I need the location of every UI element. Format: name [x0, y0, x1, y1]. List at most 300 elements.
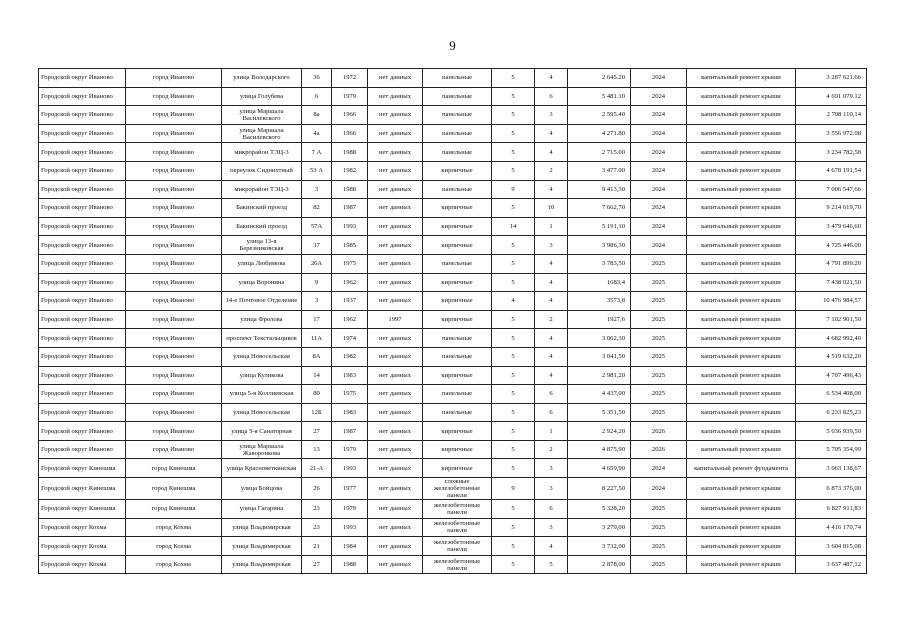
table-row — [39, 500, 867, 519]
cell-house-number: 82 — [302, 199, 332, 218]
cell-plan-year: 2025 — [631, 403, 687, 422]
cell-municipality: Городской округ Иваново — [39, 161, 126, 180]
cell-house-number: 36 — [302, 69, 332, 88]
cell-wall-material: панельные — [423, 106, 492, 125]
cell-build-year: 1966 — [332, 106, 368, 125]
cell-cost: 5 705 354,99 — [796, 440, 867, 459]
cell-floors: 5 — [492, 555, 535, 574]
cell-overhaul-year: нет данных — [368, 329, 423, 348]
cell-house-number: 21-А — [302, 459, 332, 478]
cell-entrances: 4 — [535, 366, 568, 385]
cell-entrances: 4 — [535, 273, 568, 292]
cell-build-year: 1974 — [332, 329, 368, 348]
cell-house-number: 27 — [302, 555, 332, 574]
table-row — [39, 273, 867, 292]
cell-house-number: 37 — [302, 236, 332, 255]
cell-wall-material: панельные — [423, 180, 492, 199]
cell-floors: 5 — [492, 518, 535, 537]
cell-house-number: 57А — [302, 217, 332, 236]
cell-plan-year: 2024 — [631, 124, 687, 143]
cell-municipality: Городской округ Иваново — [39, 217, 126, 236]
cell-settlement: город Иваново — [126, 347, 222, 366]
cell-plan-year: 2025 — [631, 254, 687, 273]
table-row — [39, 87, 867, 106]
cell-build-year: 1993 — [332, 518, 368, 537]
cell-build-year: 1983 — [332, 366, 368, 385]
cell-overhaul-year: нет данных — [368, 217, 423, 236]
cell-settlement: город Иваново — [126, 199, 222, 218]
cell-street: улица Володарского — [222, 69, 302, 88]
cell-floors: 9 — [492, 478, 535, 500]
cell-build-year: 1975 — [332, 254, 368, 273]
cell-overhaul-year: нет данных — [368, 161, 423, 180]
cell-overhaul-year: нет данных — [368, 537, 423, 556]
cell-settlement: город Кинешма — [126, 478, 222, 500]
table-row — [39, 199, 867, 218]
cell-settlement: город Иваново — [126, 422, 222, 441]
cell-build-year: 1984 — [332, 537, 368, 556]
cell-overhaul-year: нет данных — [368, 199, 423, 218]
cell-entrances: 4 — [535, 69, 568, 88]
cell-floors: 5 — [492, 500, 535, 519]
cell-municipality: Городской округ Кинешма — [39, 459, 126, 478]
cell-entrances: 3 — [535, 459, 568, 478]
cell-cost: 4 691 079.12 — [796, 87, 867, 106]
cell-floors: 5 — [492, 199, 535, 218]
cell-plan-year: 2024 — [631, 106, 687, 125]
cell-municipality: Городской округ Кинешма — [39, 478, 126, 500]
cell-municipality: Городской округ Иваново — [39, 385, 126, 404]
cell-overhaul-year: нет данных — [368, 236, 423, 255]
cell-entrances: 4 — [535, 180, 568, 199]
cell-floors: 5 — [492, 329, 535, 348]
cell-municipality: Городской округ Иваново — [39, 143, 126, 162]
cell-area: 4 271.80 — [568, 124, 631, 143]
cell-floors: 5 — [492, 254, 535, 273]
cell-wall-material: панельные — [423, 347, 492, 366]
cell-work-type: капитальный ремонт крыши — [687, 366, 796, 385]
cell-settlement: город Иваново — [126, 161, 222, 180]
table-row — [39, 180, 867, 199]
cell-settlement: город Иваново — [126, 385, 222, 404]
cell-cost: 7 438 021,50 — [796, 273, 867, 292]
cell-street: улица Воронина — [222, 273, 302, 292]
table-row — [39, 385, 867, 404]
cell-settlement: город Иваново — [126, 273, 222, 292]
cell-floors: 5 — [492, 385, 535, 404]
table-row — [39, 69, 867, 88]
cell-street: Бакинский проезд — [222, 217, 302, 236]
cell-work-type: капитальный ремонт крыши — [687, 329, 796, 348]
cell-settlement: город Иваново — [126, 106, 222, 125]
cell-floors: 5 — [492, 273, 535, 292]
cell-plan-year: 2025 — [631, 537, 687, 556]
cell-plan-year: 2024 — [631, 478, 687, 500]
cell-area: 5 191,10 — [568, 217, 631, 236]
table-row — [39, 310, 867, 329]
cell-cost: 3 063 138,67 — [796, 459, 867, 478]
cell-municipality: Городской округ Кохма — [39, 518, 126, 537]
cell-wall-material: панельные — [423, 143, 492, 162]
cell-area: 5 481.10 — [568, 87, 631, 106]
cell-area: 3 279,00 — [568, 518, 631, 537]
cell-floors: 5 — [492, 124, 535, 143]
cell-settlement: город Иваново — [126, 69, 222, 88]
table-row — [39, 366, 867, 385]
cell-municipality: Городской округ Иваново — [39, 292, 126, 311]
cell-area: 1683,4 — [568, 273, 631, 292]
table-row — [39, 143, 867, 162]
cell-work-type: капитальный ремонт крыши — [687, 537, 796, 556]
cell-street: улица Голубева — [222, 87, 302, 106]
cell-plan-year: 2025 — [631, 518, 687, 537]
cell-floors: 4 — [492, 292, 535, 311]
cell-floors: 5 — [492, 366, 535, 385]
cell-floors: 5 — [492, 87, 535, 106]
cell-area: 3 477.00 — [568, 161, 631, 180]
cell-area: 2 981,20 — [568, 366, 631, 385]
cell-municipality: Городской округ Иваново — [39, 180, 126, 199]
cell-plan-year: 2024 — [631, 236, 687, 255]
cell-overhaul-year: нет данных — [368, 385, 423, 404]
cell-plan-year: 2024 — [631, 69, 687, 88]
cell-house-number: 6 — [302, 87, 332, 106]
cell-build-year: 1987 — [332, 422, 368, 441]
cell-overhaul-year: нет данных — [368, 254, 423, 273]
cell-wall-material: железобетонные панели — [423, 537, 492, 556]
cell-plan-year: 2025 — [631, 385, 687, 404]
cell-overhaul-year: нет данных — [368, 180, 423, 199]
cell-plan-year: 2025 — [631, 273, 687, 292]
cell-entrances: 4 — [535, 347, 568, 366]
cell-work-type: капитальный ремонт крыши — [687, 518, 796, 537]
cell-work-type: капитальный ремонт крыши — [687, 254, 796, 273]
cell-cost: 6 873 376,00 — [796, 478, 867, 500]
cell-municipality: Городской округ Иваново — [39, 347, 126, 366]
cell-street: улица Владимирская — [222, 537, 302, 556]
cell-plan-year: 2025 — [631, 555, 687, 574]
cell-house-number: 7 А — [302, 143, 332, 162]
cell-house-number: 23 — [302, 518, 332, 537]
cell-plan-year: 2025 — [631, 366, 687, 385]
cell-wall-material: железобетонные панели — [423, 500, 492, 519]
cell-settlement: город Иваново — [126, 217, 222, 236]
cell-settlement: город Иваново — [126, 143, 222, 162]
cell-overhaul-year: нет данных — [368, 422, 423, 441]
cell-build-year: 1979 — [332, 87, 368, 106]
cell-work-type: капитальный ремонт крыши — [687, 273, 796, 292]
cell-entrances: 1 — [535, 422, 568, 441]
cell-floors: 5 — [492, 143, 535, 162]
table-row — [39, 478, 867, 500]
cell-house-number: 12Б — [302, 403, 332, 422]
table-row — [39, 254, 867, 273]
cell-overhaul-year: нет данных — [368, 500, 423, 519]
cell-build-year: 1985 — [332, 236, 368, 255]
cell-plan-year: 2024 — [631, 180, 687, 199]
table-row — [39, 555, 867, 574]
cell-entrances: 3 — [535, 478, 568, 500]
cell-entrances: 4 — [535, 329, 568, 348]
cell-floors: 9 — [492, 180, 535, 199]
cell-build-year: 1962 — [332, 273, 368, 292]
cell-street: улица Любимова — [222, 254, 302, 273]
cell-house-number: 23 — [302, 500, 332, 519]
cell-wall-material: кирпичные — [423, 217, 492, 236]
cell-entrances: 6 — [535, 385, 568, 404]
cell-wall-material: сложные железобетонные панели — [423, 478, 492, 500]
cell-work-type: капитальный ремонт крыши — [687, 124, 796, 143]
cell-entrances: 2 — [535, 161, 568, 180]
cell-wall-material: панельные — [423, 87, 492, 106]
cell-municipality: Городской округ Иваново — [39, 329, 126, 348]
cell-municipality: Городской округ Иваново — [39, 273, 126, 292]
cell-municipality: Городской округ Иваново — [39, 69, 126, 88]
cell-settlement: город Иваново — [126, 329, 222, 348]
cell-cost: 5 036 939,50 — [796, 422, 867, 441]
cell-entrances: 5 — [535, 555, 568, 574]
cell-settlement: город Иваново — [126, 124, 222, 143]
cell-area: 2 878,00 — [568, 555, 631, 574]
cell-build-year: 1962 — [332, 310, 368, 329]
cell-area: 5 328,20 — [568, 500, 631, 519]
cell-wall-material: кирпичные — [423, 440, 492, 459]
cell-settlement: город Иваново — [126, 87, 222, 106]
table-body — [39, 69, 867, 574]
cell-area: 2 595.40 — [568, 106, 631, 125]
cell-house-number: 3 — [302, 180, 332, 199]
cell-cost: 6 827 911,83 — [796, 500, 867, 519]
cell-floors: 5 — [492, 537, 535, 556]
cell-build-year: 1972 — [332, 69, 368, 88]
cell-wall-material: кирпичные — [423, 292, 492, 311]
cell-wall-material: кирпичные — [423, 459, 492, 478]
cell-area: 9 413,30 — [568, 180, 631, 199]
table-row — [39, 329, 867, 348]
cell-work-type: капитальный ремонт крыши — [687, 106, 796, 125]
cell-cost: 3 637 487,12 — [796, 555, 867, 574]
cell-build-year: 1979 — [332, 500, 368, 519]
cell-street: улица Гагарина — [222, 500, 302, 519]
cell-street: улица Новосельская — [222, 347, 302, 366]
cell-work-type: капитальный ремонт крыши — [687, 347, 796, 366]
cell-entrances: 3 — [535, 236, 568, 255]
cell-house-number: 8А — [302, 347, 332, 366]
cell-area: 4 437,00 — [568, 385, 631, 404]
cell-entrances: 6 — [535, 87, 568, 106]
cell-entrances: 4 — [535, 143, 568, 162]
cell-area: 2 715.00 — [568, 143, 631, 162]
cell-entrances: 6 — [535, 403, 568, 422]
cell-street: улица Маршала Василевского — [222, 106, 302, 125]
cell-settlement: город Кохма — [126, 518, 222, 537]
cell-house-number: 26 — [302, 478, 332, 500]
cell-floors: 5 — [492, 106, 535, 125]
cell-work-type: капитальный ремонт крыши — [687, 161, 796, 180]
cell-area: 3573,8 — [568, 292, 631, 311]
cell-municipality: Городской округ Иваново — [39, 106, 126, 125]
cell-entrances: 2 — [535, 440, 568, 459]
cell-plan-year: 2025 — [631, 500, 687, 519]
cell-overhaul-year: 1997 — [368, 310, 423, 329]
cell-street: 14-е Почтовое Отделение — [222, 292, 302, 311]
cell-entrances: 1 — [535, 217, 568, 236]
cell-street: улица Новосельская — [222, 403, 302, 422]
cell-street: Бакинский проезд — [222, 199, 302, 218]
cell-street: улица Владимирская — [222, 518, 302, 537]
cell-cost: 4 791 899.20 — [796, 254, 867, 273]
cell-street: микрорайон ТЭЦ-3 — [222, 180, 302, 199]
table-row — [39, 518, 867, 537]
cell-street: улица Маршала Жаворонкова — [222, 440, 302, 459]
cell-house-number: 11А — [302, 329, 332, 348]
cell-cost: 3 479 646,60 — [796, 217, 867, 236]
cell-area: 3 732,00 — [568, 537, 631, 556]
cell-work-type: капитальный ремонт крыши — [687, 292, 796, 311]
cell-area: 2 645.20 — [568, 69, 631, 88]
cell-overhaul-year: нет данных — [368, 366, 423, 385]
cell-area: 8 227,50 — [568, 478, 631, 500]
table-row — [39, 459, 867, 478]
cell-plan-year: 2024 — [631, 143, 687, 162]
cell-plan-year: 2024 — [631, 161, 687, 180]
cell-area: 3 986,30 — [568, 236, 631, 255]
cell-house-number: 26А — [302, 254, 332, 273]
cell-wall-material: панельные — [423, 329, 492, 348]
cell-settlement: город Кинешма — [126, 500, 222, 519]
cell-work-type: капитальный ремонт крыши — [687, 199, 796, 218]
cell-floors: 5 — [492, 459, 535, 478]
cell-build-year: 1987 — [332, 199, 368, 218]
cell-plan-year: 2024 — [631, 87, 687, 106]
cell-area: 5 351,50 — [568, 403, 631, 422]
cell-work-type: капитальный ремонт крыши — [687, 180, 796, 199]
cell-work-type: капитальный ремонт крыши — [687, 87, 796, 106]
cell-area: 3 783,50 — [568, 254, 631, 273]
cell-cost: 4 707 496,43 — [796, 366, 867, 385]
cell-entrances: 3 — [535, 106, 568, 125]
cell-area: 2 924,20 — [568, 422, 631, 441]
cell-build-year: 1975 — [332, 385, 368, 404]
table-row — [39, 161, 867, 180]
cell-municipality: Городской округ Иваново — [39, 199, 126, 218]
cell-area: 3 062,30 — [568, 329, 631, 348]
cell-municipality: Городской округ Иваново — [39, 87, 126, 106]
cell-work-type: капитальный ремонт крыши — [687, 500, 796, 519]
cell-house-number: 14 — [302, 366, 332, 385]
cell-area: 4 875,90 — [568, 440, 631, 459]
cell-build-year: 1977 — [332, 478, 368, 500]
cell-build-year: 1988 — [332, 143, 368, 162]
cell-municipality: Городской округ Иваново — [39, 236, 126, 255]
cell-overhaul-year: нет данных — [368, 440, 423, 459]
cell-street: улица Куликова — [222, 366, 302, 385]
cell-wall-material: кирпичные — [423, 236, 492, 255]
cell-settlement: город Иваново — [126, 292, 222, 311]
cell-wall-material: панельные — [423, 385, 492, 404]
cell-entrances: 4 — [535, 254, 568, 273]
cell-settlement: город Кохма — [126, 537, 222, 556]
cell-floors: 5 — [492, 310, 535, 329]
cell-house-number: 3 — [302, 292, 332, 311]
cell-street: улица Красноветкинская — [222, 459, 302, 478]
cell-street: улица Фролова — [222, 310, 302, 329]
cell-work-type: капитальный ремонт крыши — [687, 143, 796, 162]
cell-floors: 5 — [492, 236, 535, 255]
cell-work-type: капитальный ремонт крыши — [687, 422, 796, 441]
cell-street: улица Бойцова — [222, 478, 302, 500]
cell-build-year: 1982 — [332, 161, 368, 180]
cell-work-type: капитальный ремонт фундамента — [687, 459, 796, 478]
table-row — [39, 217, 867, 236]
table-row — [39, 124, 867, 143]
table-row — [39, 537, 867, 556]
cell-overhaul-year: нет данных — [368, 518, 423, 537]
cell-street: проспект Текстильщиков — [222, 329, 302, 348]
cell-work-type: капитальный ремонт крыши — [687, 478, 796, 500]
cell-street: микрорайон ТЭЦ-3 — [222, 143, 302, 162]
cell-house-number: 13 — [302, 440, 332, 459]
cell-overhaul-year: нет данных — [368, 459, 423, 478]
cell-plan-year: 2024 — [631, 459, 687, 478]
cell-wall-material: кирпичные — [423, 422, 492, 441]
cell-cost: 4 519 632,20 — [796, 347, 867, 366]
cell-area: 3 041,50 — [568, 347, 631, 366]
cell-work-type: капитальный ремонт крыши — [687, 440, 796, 459]
cell-work-type: капитальный ремонт крыши — [687, 69, 796, 88]
cell-overhaul-year: нет данных — [368, 69, 423, 88]
cell-overhaul-year: нет данных — [368, 347, 423, 366]
cell-work-type: капитальный ремонт крыши — [687, 385, 796, 404]
cell-work-type: капитальный ремонт крыши — [687, 310, 796, 329]
cell-build-year: 1937 — [332, 292, 368, 311]
cell-municipality: Городской округ Иваново — [39, 422, 126, 441]
cell-municipality: Городской округ Иваново — [39, 310, 126, 329]
cell-entrances: 4 — [535, 537, 568, 556]
cell-floors: 5 — [492, 161, 535, 180]
cell-municipality: Городской округ Иваново — [39, 254, 126, 273]
cell-entrances: 3 — [535, 518, 568, 537]
cell-overhaul-year: нет данных — [368, 555, 423, 574]
cell-settlement: город Иваново — [126, 403, 222, 422]
cell-entrances: 4 — [535, 124, 568, 143]
table-row — [39, 106, 867, 125]
cell-floors: 5 — [492, 440, 535, 459]
cell-cost: 4 416 170,74 — [796, 518, 867, 537]
cell-municipality: Городской округ Кохма — [39, 555, 126, 574]
cell-plan-year: 2026 — [631, 422, 687, 441]
cell-house-number: 27 — [302, 422, 332, 441]
cell-entrances: 6 — [535, 500, 568, 519]
table-row — [39, 236, 867, 255]
cell-work-type: капитальный ремонт крыши — [687, 236, 796, 255]
cell-plan-year: 2025 — [631, 292, 687, 311]
cell-overhaul-year: нет данных — [368, 403, 423, 422]
cell-overhaul-year: нет данных — [368, 292, 423, 311]
cell-wall-material: кирпичные — [423, 199, 492, 218]
cell-cost: 3 234 782,58 — [796, 143, 867, 162]
cell-floors: 5 — [492, 69, 535, 88]
cell-overhaul-year: нет данных — [368, 87, 423, 106]
cell-cost: 4 678 191,54 — [796, 161, 867, 180]
table-row — [39, 440, 867, 459]
cell-overhaul-year: нет данных — [368, 273, 423, 292]
cell-wall-material: панельные — [423, 254, 492, 273]
cell-settlement: город Иваново — [126, 366, 222, 385]
cell-area: 4 659,90 — [568, 459, 631, 478]
cell-house-number: 80 — [302, 385, 332, 404]
cell-build-year: 1966 — [332, 124, 368, 143]
